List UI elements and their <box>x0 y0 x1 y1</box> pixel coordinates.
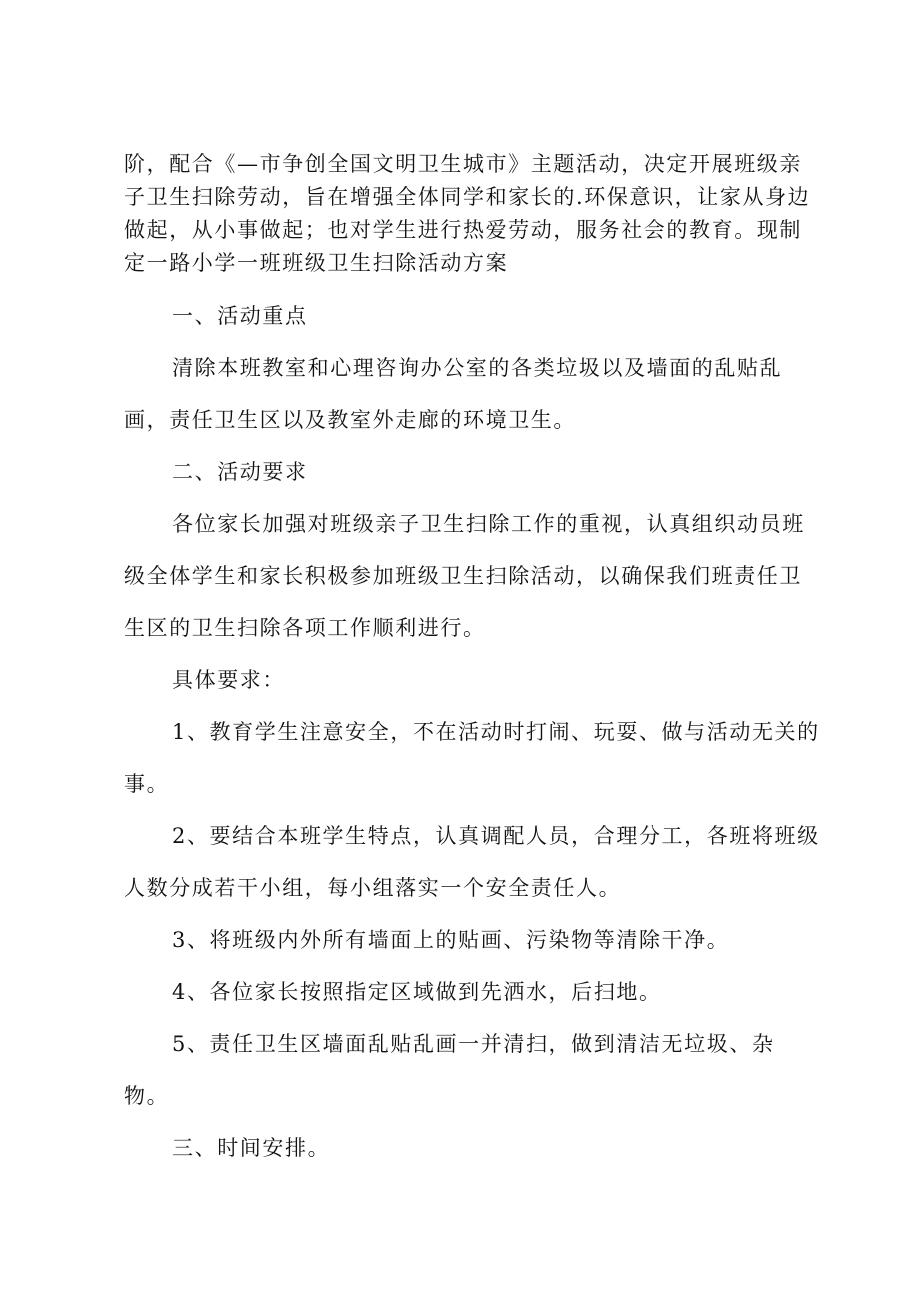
intro-paragraph: 阶，配合《—市争创全国文明卫生城市》主题活动，决定开展班级亲子卫生扫除劳动，旨在增强全体同学和家长的.环保意识，让家从身边做起，从小事做起；也对学生进行热爱劳动，服务社会的教育。现制定一路小学一班班级卫生扫除活动方案 <box>124 152 811 275</box>
specific-requirements-title: 具体要求： <box>172 668 285 692</box>
section-heading-schedule: 三、时间安排。 <box>172 1136 331 1160</box>
requirement-item-1: 1、教育学生注意安全，不在活动时打闹、玩耍、做与活动无关的事。 <box>124 720 820 796</box>
requirement-item-4: 4、各位家长按照指定区域做到先洒水，后扫地。 <box>172 980 662 1004</box>
requirement-item-5-line-1: 5、责任卫生区墙面乱贴乱画一并清扫，做到清洁无垃圾、杂 <box>172 1032 775 1056</box>
section-heading-requirements: 二、活动要求 <box>172 460 308 484</box>
section-heading-focus: 一、活动重点 <box>172 304 308 328</box>
document-body <box>124 148 824 1174</box>
requirements-paragraph: 各位家长加强对班级亲子卫生扫除工作的重视，认真组织动员班级全体学生和家长积极参加班级卫生扫除活动，以确保我们班责任卫生区的卫生扫除各项工作顺利进行。 <box>124 512 805 640</box>
requirement-item-3: 3、将班级内外所有墙面上的贴画、污染物等清除干净。 <box>172 928 730 952</box>
requirement-item-2: 2、要结合本班学生特点，认真调配人员，合理分工，各班将班级人数分成若干小组，每小组落实一个安全责任人。 <box>124 824 820 900</box>
focus-paragraph: 清除本班教室和心理咨询办公室的各类垃圾以及墙面的乱贴乱画，责任卫生区以及教室外走廊的环境卫生。 <box>124 356 783 432</box>
requirement-item-5-line-2: 物。 <box>124 1084 170 1108</box>
